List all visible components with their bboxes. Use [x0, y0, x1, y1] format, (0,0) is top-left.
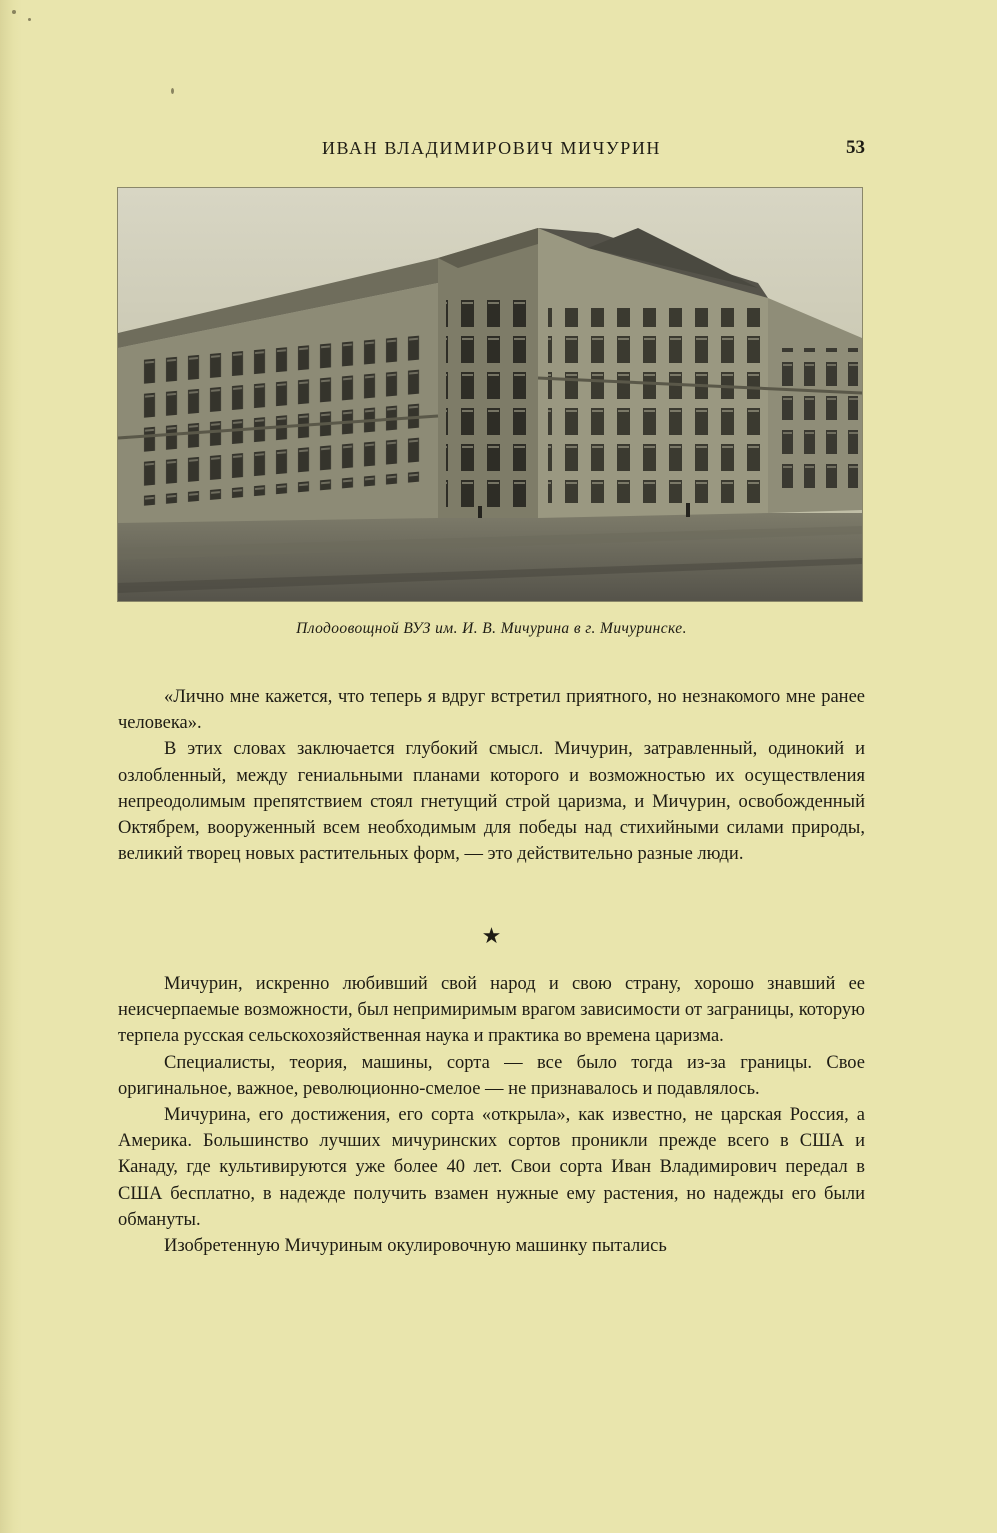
figure-caption: Плодоовощной ВУЗ им. И. В. Мичурина в г. Мичуринске.: [296, 620, 687, 637]
page-number: 53: [846, 137, 865, 158]
speck-mark: [28, 18, 31, 21]
running-title: ИВАН ВЛАДИМИРОВИЧ МИЧУРИН: [321, 138, 662, 158]
page-edge: [0, 0, 22, 1533]
speck-mark: [12, 10, 16, 14]
building-photo-icon: [118, 188, 862, 601]
paragraph: Специалисты, теория, машины, сорта — все было тогда из-за границы. Свое оригинальное, важное, революционно-смелое — не признавалось и подавлялось.: [118, 1052, 865, 1099]
paragraph: В этих словах заключается глубокий смысл. Мичурин, затравленный, одинокий и озлобленный, между гениальными планами которого и возможностью их осуществления непреодолимым препятствием стоял гнетущий строй царизма, и Мичурин, освобожденный Октябрем, вооруженный всем необходимым для победы над стихийными силами природы, великий творец новых растительных форм, — это действительно разные люди.: [118, 739, 865, 865]
paragraph: Изобретенную Мичуриным окулировочную машинку пытались: [164, 1236, 667, 1257]
text-section-2: [118, 971, 865, 1259]
speck-mark: [171, 88, 174, 94]
running-head: [118, 134, 865, 162]
star-separator-icon: ★: [481, 924, 502, 949]
text-section-1: [118, 684, 865, 867]
paragraph: Мичурин, искренно любивший свой народ и свою страну, хорошо знавший ее неисчерпаемые возможности, был непримиримым врагом зависимости от заграницы, которую терпела русская сельскохозяйственная наука и практика во времена царизма.: [118, 974, 865, 1047]
building-photo: [117, 187, 863, 602]
paragraph: «Лично мне кажется, что теперь я вдруг встретил приятного, но незнакомого мне ранее человека».: [118, 687, 865, 734]
paragraph: Мичурина, его достижения, его сорта «открыла», как известно, не царская Россия, а Америка. Большинство лучших мичуринских сортов проникли прежде всего в США и Канаду, где культивируются уже более 40 лет. Свои сорта Иван Владимирович передал в США бесплатно, в надежде получить взамен нужные ему растения, но надежды его были обмануты.: [118, 1105, 865, 1230]
